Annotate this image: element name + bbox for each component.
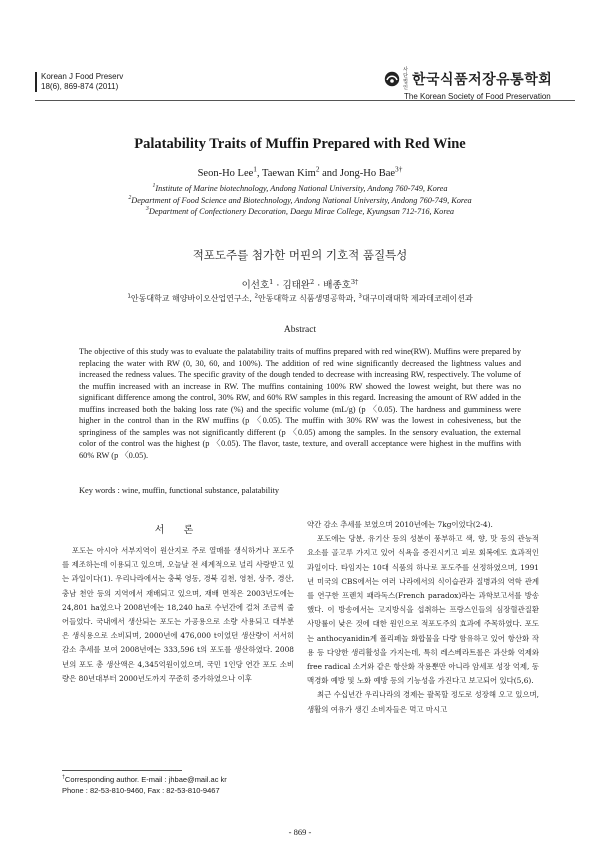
society-small-text: 사단 법인 xyxy=(403,67,408,91)
affiliation-sup: 3 xyxy=(358,293,362,300)
keywords-text: wine, muffin, functional substance, palatability xyxy=(121,486,280,495)
author-name: Taewan Kim xyxy=(262,168,316,179)
journal-reference xyxy=(35,72,123,92)
author-name: Jong-Ho Bae xyxy=(339,168,396,179)
author-sup: 1 xyxy=(269,277,274,286)
body-column-left xyxy=(62,518,294,686)
affiliation-sup: 1 xyxy=(127,293,131,300)
affiliation xyxy=(0,183,600,195)
body-column-right xyxy=(307,518,539,717)
author-sup: 3† xyxy=(350,277,359,286)
affiliation-list-ko xyxy=(0,293,600,304)
author-sup: 3† xyxy=(395,164,403,174)
corresponding-author-footnote xyxy=(62,774,302,796)
footnote-phone: Phone : 82-53-810-9460, Fax : 82-53-810-9467 xyxy=(62,786,220,795)
footnote-divider xyxy=(62,770,182,771)
paper-title-ko: 적포도주를 첨가한 머핀의 기호적 품질특성 xyxy=(192,248,408,262)
author-list-ko xyxy=(0,277,600,291)
affiliation-text-ko: 안동대학교 식품생명공학과, xyxy=(258,294,359,303)
author-name-ko: 이선호 xyxy=(241,280,270,291)
author-sup: 2 xyxy=(315,164,320,174)
affiliation-text: Department of Food Science and Biotechnology, Andong National University, Andong 760-749, Korea xyxy=(131,195,472,205)
author-list xyxy=(0,164,600,179)
author-name: Seon-Ho Lee xyxy=(197,168,254,179)
affiliation-sup: 2 xyxy=(254,293,258,300)
affiliation-sup: 2 xyxy=(128,194,132,201)
affiliation-list xyxy=(0,183,600,218)
abstract-text: The objective of this study was to evaluate the palatability traits of muffins prepared with red wine(RW). Muffins were prepared by replacing the water with RW (0, 30, 60, and 100%). The addition of red wine significantly decreased the lightness values and increased the redness values. The specific gravity of the dough tended to decrease with increasing RW, respectively. The volume of the muffin increased with an increase in RW. The muffins containing 100% RW showed the lowest weight, but there was no significant difference among the control, 30% RW, and 60% RW samples in this regard. Increasing the amount of RW added in the muffins increased both the baking loss rate (%) and the specific volume (mL/g) (p 〈0.05). The hardness and gumminess were higher in the control than in the RW muffins (p 〈0.05). The muffin with 30% RW was the lowest in cohesiveness, but the springiness of the samples was not significantly different (p 〈0.05) among the samples. In the sensory evaluation, the external color of the control was the highest (p 〈0.05). The flavor, taste, texture, and overall acceptance were highest in the muffins with 60% RW (p 〈0.05). xyxy=(79,347,521,460)
keywords-label: Key words : xyxy=(79,486,122,495)
society-logo-icon xyxy=(384,71,400,87)
society-name-ko: 한국식품저장유통학회 xyxy=(412,72,553,88)
affiliation-text-ko: 안동대학교 해양바이오산업연구소, xyxy=(130,294,255,303)
author-separator: · xyxy=(314,280,324,291)
author-sup: 1 xyxy=(253,164,257,174)
footnote-email: Corresponding author. E-mail : jhbae@mail.ac kr xyxy=(64,775,227,784)
journal-volume: 18(6), 869-874 (2011) xyxy=(41,82,119,91)
society-header xyxy=(384,67,569,101)
page-number: - 869 - xyxy=(288,827,312,837)
abstract-heading: Abstract xyxy=(283,325,317,335)
affiliation xyxy=(0,195,600,207)
body-paragraph: 약간 감소 추세를 보였으며 2010년에는 7kg이었다(2-4). xyxy=(307,520,493,529)
footnote-line xyxy=(62,774,302,785)
body-paragraph: 최근 수십년간 우리나라의 경제는 괄목할 정도로 성장해 오고 있으며, 생활의 여유가 생긴 소비자들은 먹고 마시고 xyxy=(307,690,539,714)
society-name-en: The Korean Society of Food Preservation xyxy=(404,92,551,101)
author-separator: , xyxy=(256,168,263,179)
section-heading-introduction: 서 론 xyxy=(154,525,202,536)
affiliation-sup: 3 xyxy=(145,206,149,213)
affiliation-text-ko: 대구미래대학 제과데코레이션과 xyxy=(361,294,473,303)
author-sup: 2 xyxy=(309,277,315,286)
author-separator: and xyxy=(319,168,340,179)
paper-title: Palatability Traits of Muffin Prepared with Red Wine xyxy=(134,136,466,152)
footnote-marker: † xyxy=(62,774,65,781)
author-name-ko: 배종호 xyxy=(323,280,351,291)
body-paragraph: 포도는 아시아 서부지역이 원산지로 주로 열매를 생식하거나 포도주를 제조하는데 이용되고 있으며, 오늘날 전 세계적으로 널리 사랑받고 있는 과일이다(1). 우리나라에서는 충북 영동, 경북 김천, 영천, 상주, 경산, 충남 천안 등의 지역에서 재배되고 있으며, 재배 면적은 2003년도에는 24,801 ha였으나 2008년에는 18,240 ha로 수년간에 걸쳐 조금씩 줄어들었다. 국내에서 생산되는 포도는 가공용으로 소량 사용되고 대부분은 생식용으로 소비되며, 2000년에 476,000 t이었던 생산량이 서서히 감소 추세를 보여 2008년에는 333,596 t의 포도를 생산하였다. 2008년의 포도 총 생산액은 4,345억원이었으며, 국민 1인당 연간 포도 소비량은 80년대부터 2000년도까지 꾸준히 증가하였으나 이후 xyxy=(62,546,294,683)
affiliation-text: Department of Confectionery Decoration, Daegu Mirae College, Kyungsan 712-716, Korea xyxy=(148,207,455,216)
author-separator: · xyxy=(273,280,283,291)
journal-name: Korean J Food Preserv xyxy=(41,72,124,81)
footnote-line xyxy=(62,785,302,796)
body-paragraph: 포도에는 당분, 유기산 등의 성분이 풍부하고 색, 향, 맛 등의 관능적 요소를 골고루 가지고 있어 식욕을 증진시키고 피로 회복에도 효과적인 과일이다. 타임지는 10대 식품의 하나로 포도주를 선정하였으며, 1991년 미국의 CBS에서는 여러 나라에서의 식이습관과 질병과의 역학 관계를 연구한 프렌치 패라독스(French paradox)라는 과학보고서를 방송했다. 이 방송에서는 고지방식을 섭취하는 프랑스인들의 심장혈관질환 사망률이 낮은 것에 대한 원인으로 적포도주의 효과에 주목하였다. 포도는 anthocyanidin계 폴리페놀 화합물을 다량 함유하고 있어 항산화 작용 등 다양한 생리활성을 가지는데, 특히 레스베라트롤은 과산화 억제와 free radical 소거와 같은 항산화 작용뿐만 아니라 암세포 성장 억제, 동맥경화 예방 및 노화 예방 등의 기능성을 가진다고 보고되어 있다(5,6). xyxy=(307,534,539,686)
keywords xyxy=(79,486,521,495)
author-name-ko: 김태완 xyxy=(282,280,310,291)
affiliation-text: Institute of Marine biotechnology, Andong National University, Andong 760-749, Korea xyxy=(155,184,448,193)
affiliation xyxy=(0,206,600,218)
affiliation-sup: 1 xyxy=(152,183,156,190)
header-divider xyxy=(35,100,575,101)
